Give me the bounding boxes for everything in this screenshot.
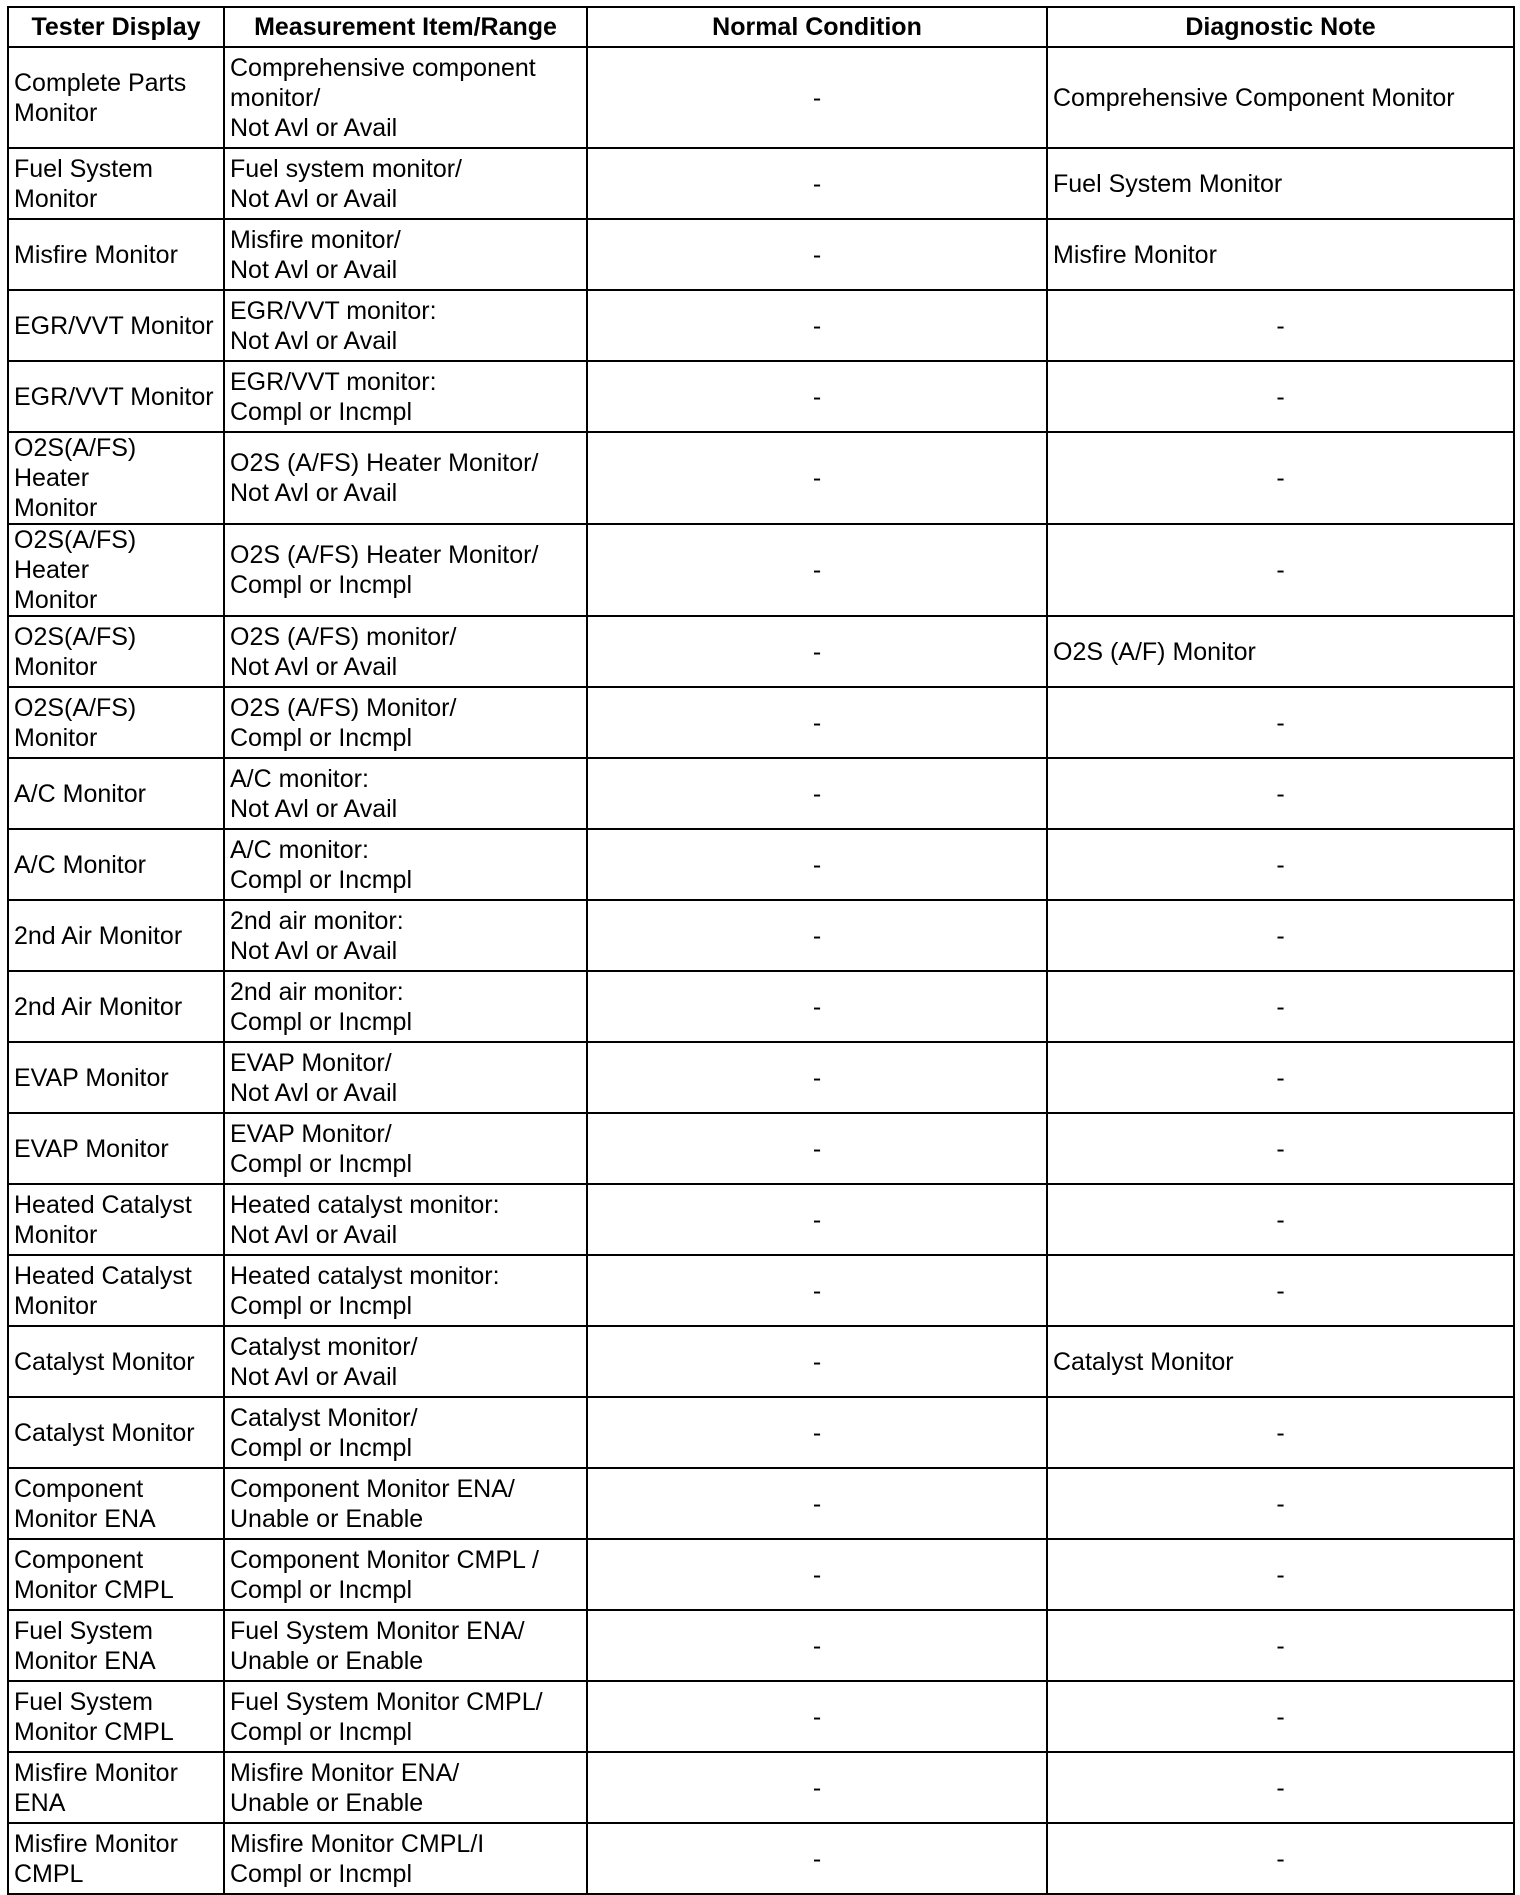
header-diagnostic-note: Diagnostic Note [1047, 7, 1514, 47]
diagnostic-note-cell: - [1047, 524, 1514, 616]
diagnostic-note-cell: - [1047, 1823, 1514, 1894]
measurement-range-cell: EGR/VVT monitor: Compl or Incmpl [224, 361, 587, 432]
measurement-range-cell: EVAP Monitor/ Not Avl or Avail [224, 1042, 587, 1113]
table-header [8, 7, 1514, 47]
tester-display-cell: Heated Catalyst Monitor [8, 1255, 224, 1326]
diagnostic-note-cell: O2S (A/F) Monitor [1047, 616, 1514, 687]
table-row [8, 971, 1514, 1042]
normal-condition-cell: - [587, 616, 1047, 687]
diagnostic-note-cell: - [1047, 829, 1514, 900]
table-row [8, 290, 1514, 361]
measurement-range-cell: O2S (A/FS) Monitor/ Compl or Incmpl [224, 687, 587, 758]
diagnostic-note-cell: - [1047, 900, 1514, 971]
diagnostic-note-cell: - [1047, 758, 1514, 829]
tester-display-cell: EVAP Monitor [8, 1113, 224, 1184]
diagnostic-note-cell: Misfire Monitor [1047, 219, 1514, 290]
diagnostic-note-cell: - [1047, 1255, 1514, 1326]
diagnostic-note-cell: - [1047, 1610, 1514, 1681]
tester-display-cell: Heated Catalyst Monitor [8, 1184, 224, 1255]
normal-condition-cell: - [587, 1681, 1047, 1752]
table-row [8, 829, 1514, 900]
diagnostic-note-cell: - [1047, 687, 1514, 758]
normal-condition-cell: - [587, 1184, 1047, 1255]
measurement-range-cell: EVAP Monitor/ Compl or Incmpl [224, 1113, 587, 1184]
measurement-range-cell: Component Monitor ENA/ Unable or Enable [224, 1468, 587, 1539]
diagnostic-note-cell: - [1047, 1397, 1514, 1468]
normal-condition-cell: - [587, 1752, 1047, 1823]
tester-display-cell: Fuel System Monitor CMPL [8, 1681, 224, 1752]
diagnostic-note-cell: - [1047, 1681, 1514, 1752]
diagnostic-note-cell: - [1047, 1468, 1514, 1539]
measurement-range-cell: Fuel System Monitor ENA/ Unable or Enable [224, 1610, 587, 1681]
table-row [8, 1184, 1514, 1255]
tester-display-cell: A/C Monitor [8, 829, 224, 900]
tester-display-cell: A/C Monitor [8, 758, 224, 829]
normal-condition-cell: - [587, 687, 1047, 758]
diagnostic-note-cell: - [1047, 1539, 1514, 1610]
measurement-range-cell: Fuel system monitor/ Not Avl or Avail [224, 148, 587, 219]
tester-display-cell: Misfire Monitor [8, 219, 224, 290]
measurement-range-cell: A/C monitor: Not Avl or Avail [224, 758, 587, 829]
tester-display-cell: Catalyst Monitor [8, 1326, 224, 1397]
normal-condition-cell: - [587, 1326, 1047, 1397]
diagnostic-note-cell: Comprehensive Component Monitor [1047, 47, 1514, 148]
normal-condition-cell: - [587, 1610, 1047, 1681]
measurement-range-cell: O2S (A/FS) Heater Monitor/ Not Avl or Avail [224, 432, 587, 524]
normal-condition-cell: - [587, 829, 1047, 900]
table-row [8, 900, 1514, 971]
measurement-range-cell: Heated catalyst monitor: Not Avl or Avail [224, 1184, 587, 1255]
normal-condition-cell: - [587, 148, 1047, 219]
measurement-range-cell: Component Monitor CMPL / Compl or Incmpl [224, 1539, 587, 1610]
measurement-range-cell: O2S (A/FS) Heater Monitor/ Compl or Incmpl [224, 524, 587, 616]
tester-display-cell: Misfire Monitor ENA [8, 1752, 224, 1823]
tester-display-cell: Component Monitor ENA [8, 1468, 224, 1539]
table-row [8, 1326, 1514, 1397]
tester-display-cell: Fuel System Monitor ENA [8, 1610, 224, 1681]
table-row [8, 148, 1514, 219]
diagnostic-note-cell: - [1047, 1184, 1514, 1255]
table-row [8, 1823, 1514, 1894]
measurement-range-cell: Catalyst Monitor/ Compl or Incmpl [224, 1397, 587, 1468]
table-row [8, 1610, 1514, 1681]
table-row [8, 219, 1514, 290]
header-measurement-item-range: Measurement Item/Range [224, 7, 587, 47]
header-normal-condition: Normal Condition [587, 7, 1047, 47]
tester-display-cell: Catalyst Monitor [8, 1397, 224, 1468]
diagnostic-note-cell: - [1047, 971, 1514, 1042]
measurement-range-cell: EGR/VVT monitor: Not Avl or Avail [224, 290, 587, 361]
table-row [8, 47, 1514, 148]
diagnostic-note-cell: - [1047, 432, 1514, 524]
tester-display-cell: O2S(A/FS) Monitor [8, 616, 224, 687]
normal-condition-cell: - [587, 432, 1047, 524]
measurement-range-cell: 2nd air monitor: Compl or Incmpl [224, 971, 587, 1042]
tester-display-cell: EVAP Monitor [8, 1042, 224, 1113]
measurement-range-cell: 2nd air monitor: Not Avl or Avail [224, 900, 587, 971]
table-row [8, 1539, 1514, 1610]
normal-condition-cell: - [587, 900, 1047, 971]
tester-display-cell: Fuel System Monitor [8, 148, 224, 219]
normal-condition-cell: - [587, 971, 1047, 1042]
tester-display-cell: Complete Parts Monitor [8, 47, 224, 148]
table-row [8, 361, 1514, 432]
table-row [8, 1042, 1514, 1113]
tester-display-cell: Component Monitor CMPL [8, 1539, 224, 1610]
header-tester-display: Tester Display [8, 7, 224, 47]
tester-display-cell: EGR/VVT Monitor [8, 290, 224, 361]
table-row [8, 1397, 1514, 1468]
monitor-status-table [7, 6, 1515, 1895]
normal-condition-cell: - [587, 47, 1047, 148]
table-body [8, 47, 1514, 1894]
table-row [8, 524, 1514, 616]
tester-display-cell: EGR/VVT Monitor [8, 361, 224, 432]
table-row [8, 1255, 1514, 1326]
tester-display-cell: 2nd Air Monitor [8, 971, 224, 1042]
measurement-range-cell: Misfire Monitor ENA/ Unable or Enable [224, 1752, 587, 1823]
normal-condition-cell: - [587, 1539, 1047, 1610]
header-row [8, 7, 1514, 47]
diagnostic-note-cell: - [1047, 1113, 1514, 1184]
normal-condition-cell: - [587, 1113, 1047, 1184]
table-row [8, 616, 1514, 687]
normal-condition-cell: - [587, 219, 1047, 290]
table-row [8, 1681, 1514, 1752]
normal-condition-cell: - [587, 1255, 1047, 1326]
measurement-range-cell: O2S (A/FS) monitor/ Not Avl or Avail [224, 616, 587, 687]
table-row [8, 1113, 1514, 1184]
normal-condition-cell: - [587, 1397, 1047, 1468]
normal-condition-cell: - [587, 290, 1047, 361]
table-row [8, 1752, 1514, 1823]
diagnostic-note-cell: - [1047, 1752, 1514, 1823]
table-row [8, 687, 1514, 758]
normal-condition-cell: - [587, 758, 1047, 829]
table-row [8, 758, 1514, 829]
normal-condition-cell: - [587, 524, 1047, 616]
measurement-range-cell: A/C monitor: Compl or Incmpl [224, 829, 587, 900]
diagnostic-note-cell: - [1047, 290, 1514, 361]
tester-display-cell: O2S(A/FS) Heater Monitor [8, 432, 224, 524]
normal-condition-cell: - [587, 1042, 1047, 1113]
tester-display-cell: 2nd Air Monitor [8, 900, 224, 971]
table-row [8, 1468, 1514, 1539]
normal-condition-cell: - [587, 361, 1047, 432]
measurement-range-cell: Heated catalyst monitor: Compl or Incmpl [224, 1255, 587, 1326]
tester-display-cell: O2S(A/FS) Heater Monitor [8, 524, 224, 616]
diagnostic-note-cell: - [1047, 1042, 1514, 1113]
measurement-range-cell: Fuel System Monitor CMPL/ Compl or Incmpl [224, 1681, 587, 1752]
tester-display-cell: O2S(A/FS) Monitor [8, 687, 224, 758]
normal-condition-cell: - [587, 1468, 1047, 1539]
tester-display-cell: Misfire Monitor CMPL [8, 1823, 224, 1894]
measurement-range-cell: Misfire Monitor CMPL/I Compl or Incmpl [224, 1823, 587, 1894]
diagnostic-note-cell: Fuel System Monitor [1047, 148, 1514, 219]
normal-condition-cell: - [587, 1823, 1047, 1894]
table-row [8, 432, 1514, 524]
diagnostic-note-cell: - [1047, 361, 1514, 432]
measurement-range-cell: Catalyst monitor/ Not Avl or Avail [224, 1326, 587, 1397]
diagnostic-note-cell: Catalyst Monitor [1047, 1326, 1514, 1397]
measurement-range-cell: Misfire monitor/ Not Avl or Avail [224, 219, 587, 290]
measurement-range-cell: Comprehensive component monitor/ Not Avl or Avail [224, 47, 587, 148]
